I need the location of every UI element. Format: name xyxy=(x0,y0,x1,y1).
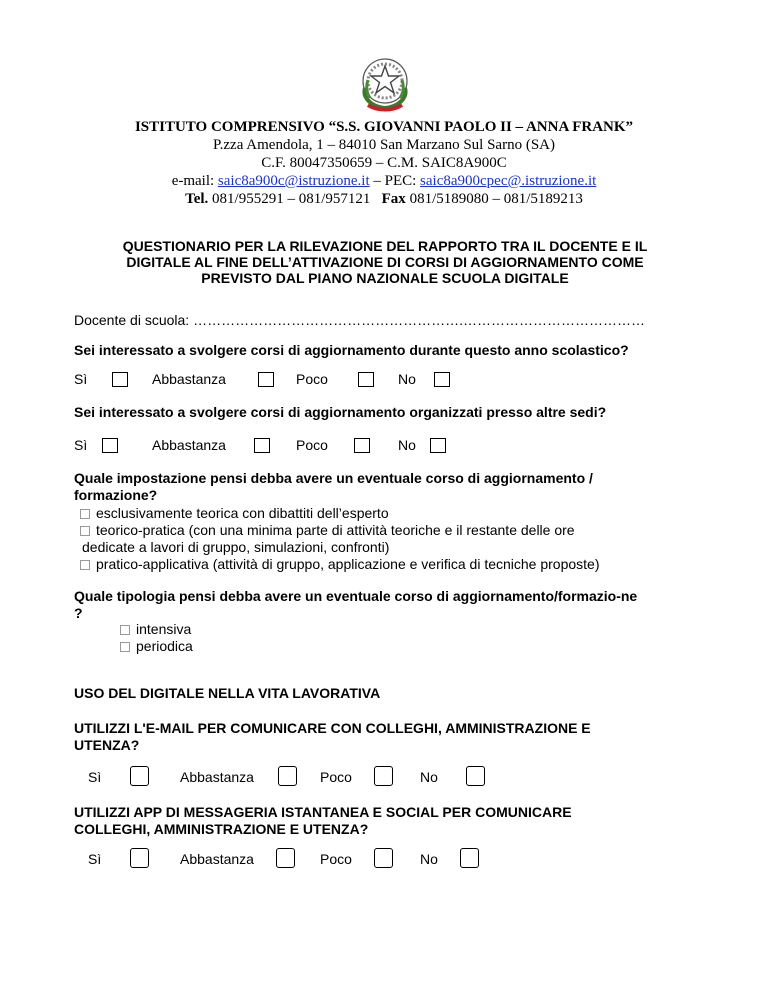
option-si-label: Sì xyxy=(74,437,88,453)
pec-prefix: – PEC: xyxy=(369,173,421,189)
q3-choice-1[interactable] xyxy=(80,505,700,522)
school-address: P.zza Amendola, 1 – 84010 San Marzano Sul Sarno (SA) xyxy=(212,137,556,153)
q1-options xyxy=(74,370,694,390)
q3-choice-1-label: esclusivamente teorica con dibattiti dell’esperto xyxy=(96,505,389,521)
pec-link[interactable]: saic8a900cpec@.istruzione.it xyxy=(420,173,597,189)
question-4-line-1: Quale tipologia pensi debba avere un eventuale corso di aggiornamento/formazio-ne xyxy=(74,588,638,604)
q3-choice-2-continued: dedicate a lavori di gruppo, simulazioni, confronti) xyxy=(82,539,390,555)
docente-field[interactable]: Docente di scuola: ………………………………………………….………………………………… xyxy=(74,312,645,328)
checkbox-si[interactable] xyxy=(112,372,128,387)
option-poco-label: Poco xyxy=(296,371,328,387)
q4-choice-2-label: periodica xyxy=(136,638,193,654)
question-3-line-2: formazione? xyxy=(74,487,158,503)
checkbox-abbastanza[interactable] xyxy=(258,372,274,387)
question-4-line-2: ? xyxy=(74,605,83,621)
email-prefix: e-mail: xyxy=(171,173,218,189)
question-6-line-1: UTILIZZI APP DI MESSAGERIA ISTANTANEA E SOCIAL PER COMUNICARE xyxy=(74,804,572,820)
questionnaire-title xyxy=(80,238,690,286)
q4-choice-1[interactable] xyxy=(120,621,193,638)
checkbox-si[interactable] xyxy=(102,438,118,453)
checkbox-no[interactable] xyxy=(434,372,450,387)
checkbox-no[interactable] xyxy=(430,438,446,453)
checkbox-abbastanza[interactable] xyxy=(276,848,295,868)
phone-line xyxy=(0,190,768,208)
option-no-label: No xyxy=(398,437,416,453)
option-no-label: No xyxy=(420,851,438,867)
option-abbastanza-label: Abbastanza xyxy=(180,769,254,785)
tel-label: Tel. xyxy=(185,191,209,207)
school-codes: C.F. 80047350659 – C.M. SAIC8A900C xyxy=(261,155,507,171)
school-header xyxy=(0,118,768,208)
checkbox-poco[interactable] xyxy=(374,848,393,868)
title-line-3: PREVISTO DAL PIANO NAZIONALE SCUOLA DIGITALE xyxy=(201,270,569,286)
q2-options xyxy=(74,436,694,456)
checkbox-abbastanza[interactable] xyxy=(278,766,297,786)
q3-choices xyxy=(80,505,700,573)
checkbox-si[interactable] xyxy=(130,848,149,868)
checkbox-icon xyxy=(80,509,90,519)
option-abbastanza-label: Abbastanza xyxy=(152,371,226,387)
option-no-label: No xyxy=(398,371,416,387)
q4-choice-2[interactable] xyxy=(120,638,193,655)
checkbox-icon xyxy=(120,642,130,652)
question-6-line-2: COLLEGHI, AMMINISTRAZIONE E UTENZA? xyxy=(74,821,369,837)
q3-choice-3[interactable] xyxy=(80,556,700,573)
option-si-label: Sì xyxy=(74,371,88,387)
question-3-line-1: Quale impostazione pensi debba avere un eventuale corso di aggiornamento / xyxy=(74,470,593,486)
checkbox-icon xyxy=(80,526,90,536)
q6-options xyxy=(88,848,508,872)
q5-options xyxy=(88,766,508,790)
question-5-line-1: UTILIZZI L'E-MAIL PER COMUNICARE CON COLLEGHI, AMMINISTRAZIONE E xyxy=(74,720,591,736)
option-si-label: Sì xyxy=(88,851,102,867)
question-4 xyxy=(74,588,700,622)
section-heading: USO DEL DIGITALE NELLA VITA LAVORATIVA xyxy=(74,685,381,701)
checkbox-si[interactable] xyxy=(130,766,149,786)
question-3 xyxy=(74,470,700,504)
fax-value: 081/5189080 – 081/5189213 xyxy=(405,191,583,207)
checkbox-poco[interactable] xyxy=(374,766,393,786)
question-1: Sei interessato a svolgere corsi di aggiornamento durante questo anno scolastico? xyxy=(74,342,629,358)
checkbox-icon xyxy=(120,625,130,635)
tel-value: 081/955291 – 081/957121 xyxy=(208,191,382,207)
checkbox-poco[interactable] xyxy=(354,438,370,453)
q4-choices xyxy=(120,621,193,655)
option-si-label: Sì xyxy=(88,769,102,785)
q3-choice-2-label: teorico-pratica (con una minima parte di attività teoriche e il restante delle ore xyxy=(96,522,575,538)
italian-republic-emblem xyxy=(356,52,414,114)
option-poco-label: Poco xyxy=(320,851,352,867)
question-5 xyxy=(74,720,700,754)
title-line-1: QUESTIONARIO PER LA RILEVAZIONE DEL RAPPORTO TRA IL DOCENTE E IL xyxy=(122,238,648,254)
question-6 xyxy=(74,804,700,838)
fax-label: Fax xyxy=(381,191,406,207)
option-poco-label: Poco xyxy=(296,437,328,453)
contact-line xyxy=(0,172,768,190)
school-name: ISTITUTO COMPRENSIVO “S.S. GIOVANNI PAOLO II – ANNA FRANK” xyxy=(134,119,634,135)
option-abbastanza-label: Abbastanza xyxy=(152,437,226,453)
checkbox-no[interactable] xyxy=(466,766,485,786)
question-5-line-2: UTENZA? xyxy=(74,737,140,753)
q4-choice-1-label: intensiva xyxy=(136,621,192,637)
checkbox-icon xyxy=(80,560,90,570)
checkbox-poco[interactable] xyxy=(358,372,374,387)
q3-choice-3-label: pratico-applicativa (attività di gruppo, applicazione e verifica di tecniche proposte) xyxy=(96,556,600,572)
option-poco-label: Poco xyxy=(320,769,352,785)
title-line-2: DIGITALE AL FINE DELL’ATTIVAZIONE DI CORSI DI AGGIORNAMENTO COME xyxy=(126,254,644,270)
option-no-label: No xyxy=(420,769,438,785)
q3-choice-2[interactable] xyxy=(80,522,700,539)
option-abbastanza-label: Abbastanza xyxy=(180,851,254,867)
email-link[interactable]: saic8a900c@istruzione.it xyxy=(217,173,370,189)
checkbox-abbastanza[interactable] xyxy=(254,438,270,453)
checkbox-no[interactable] xyxy=(460,848,479,868)
question-2: Sei interessato a svolgere corsi di aggiornamento organizzati presso altre sedi? xyxy=(74,404,607,420)
